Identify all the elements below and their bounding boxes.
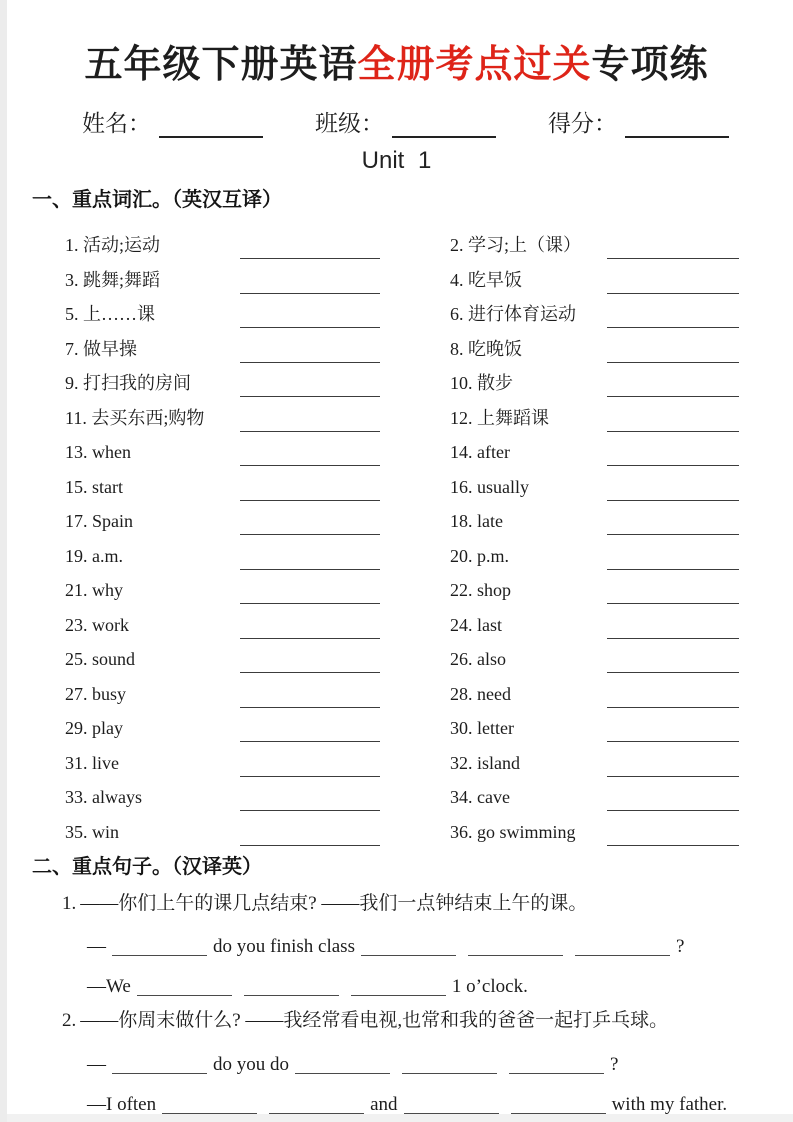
- answer-blank: [402, 1070, 497, 1074]
- vocab-cell: [450, 685, 763, 710]
- vocab-cell: [450, 719, 763, 744]
- vocab-row: [65, 296, 763, 331]
- answer-line: [87, 1095, 763, 1114]
- vocab-term: 34. cave: [450, 787, 510, 808]
- vocab-cell: [65, 788, 450, 813]
- vocab-answer-blank: [240, 427, 380, 432]
- vocab-cell: [65, 685, 450, 710]
- answer-text: with my father.: [611, 1093, 728, 1115]
- vocab-cell: [65, 305, 450, 330]
- vocab-answer-blank: [240, 358, 380, 363]
- vocab-term: 9. 打扫我的房间: [65, 373, 191, 394]
- answer-text: —We: [87, 976, 131, 998]
- class-blank-line: [392, 130, 496, 138]
- vocab-row: [65, 503, 763, 538]
- vocab-row: [65, 434, 763, 469]
- vocab-answer-blank: [240, 565, 380, 570]
- answer-line: [87, 937, 763, 956]
- score-blank-line: [625, 130, 729, 138]
- vocab-term: 7. 做早操: [65, 338, 137, 359]
- vocab-cell: [450, 788, 763, 813]
- vocab-term: 2. 学习;上（课）: [450, 235, 582, 256]
- answer-blank: [404, 1110, 499, 1114]
- unit-title: Unit 1: [361, 146, 432, 174]
- sentence-questions: [30, 891, 763, 1114]
- vocab-term: 15. start: [65, 476, 123, 497]
- vocab-cell: [450, 823, 763, 848]
- answer-text: do you finish class: [213, 936, 355, 958]
- vocab-answer-blank: [607, 772, 739, 777]
- vocab-term: 19. a.m.: [65, 545, 123, 566]
- vocab-answer-blank: [240, 323, 380, 328]
- answer-blank: [112, 952, 207, 956]
- vocab-answer-blank: [240, 254, 380, 259]
- question-number: 1.: [62, 892, 77, 914]
- score-field-label: 得分：: [548, 110, 617, 136]
- vocab-row: [65, 779, 763, 814]
- answer-text: do you do: [213, 1053, 289, 1075]
- name-blank-line: [159, 130, 263, 138]
- vocab-cell: [450, 409, 763, 434]
- vocab-term: 22. shop: [450, 580, 512, 601]
- vocab-cell: [450, 374, 763, 399]
- vocab-term: 5. 上……课: [65, 304, 155, 325]
- vocab-term: 35. win: [65, 821, 119, 842]
- vocab-cell: [65, 340, 450, 365]
- vocab-term: 18. late: [450, 511, 503, 532]
- vocab-cell: [65, 754, 450, 779]
- vocab-term: 31. live: [65, 752, 119, 773]
- vocab-answer-blank: [607, 358, 739, 363]
- vocab-term: 30. letter: [450, 718, 514, 739]
- answer-line: [87, 977, 763, 996]
- vocab-answer-blank: [240, 772, 380, 777]
- vocab-term: 10. 散步: [450, 373, 513, 394]
- vocab-term: 16. usually: [450, 476, 529, 497]
- vocab-answer-blank: [607, 703, 739, 708]
- header-fields: [82, 105, 763, 138]
- vocab-answer-blank: [240, 806, 380, 811]
- vocab-cell: [450, 443, 763, 468]
- vocab-row: [65, 537, 763, 572]
- page-title: [30, 44, 763, 88]
- vocab-cell: [450, 478, 763, 503]
- answer-text: —I often: [87, 1093, 157, 1115]
- question-prompt-text: ——你们上午的课几点结束? ——我们一点钟结束上午的课。: [80, 892, 588, 914]
- vocab-row: [65, 572, 763, 607]
- vocab-cell: [65, 443, 450, 468]
- vocab-term: 20. p.m.: [450, 545, 510, 566]
- answer-blank: [269, 1110, 364, 1114]
- title-highlight: 全册考点过关: [357, 44, 592, 86]
- answer-line: [87, 1055, 763, 1074]
- vocab-term: 36. go swimming: [450, 821, 576, 842]
- vocab-answer-blank: [240, 703, 380, 708]
- vocab-term: 14. after: [450, 442, 510, 463]
- vocab-row: [65, 641, 763, 676]
- vocab-term: 8. 吃晚饭: [450, 338, 522, 359]
- vocab-cell: [65, 823, 450, 848]
- answer-blank: [575, 952, 670, 956]
- vocab-row: [65, 468, 763, 503]
- vocab-term: 11. 去买东西;购物: [65, 407, 205, 428]
- vocab-answer-blank: [607, 254, 739, 259]
- vocab-cell: [65, 271, 450, 296]
- vocab-answer-blank: [240, 289, 380, 294]
- vocab-cell: [450, 754, 763, 779]
- vocab-term: 33. always: [65, 787, 142, 808]
- answer-blank: [295, 1070, 390, 1074]
- vocab-term: 32. island: [450, 752, 520, 773]
- vocab-row: [65, 365, 763, 400]
- vocab-answer-blank: [607, 565, 739, 570]
- answer-text: ?: [610, 1053, 619, 1075]
- name-field-label: 姓名：: [82, 110, 151, 136]
- vocab-answer-blank: [240, 634, 380, 639]
- answer-text: ?: [675, 936, 685, 958]
- vocab-term: 4. 吃早饭: [450, 269, 522, 290]
- vocab-term: 26. also: [450, 649, 506, 670]
- vocab-cell: [65, 409, 450, 434]
- answer-text: and: [370, 1093, 398, 1115]
- vocab-cell: [450, 236, 763, 261]
- vocab-term: 21. why: [65, 580, 123, 601]
- vocab-cell: [450, 547, 763, 572]
- vocab-answer-blank: [607, 392, 739, 397]
- title-part-black-right: 专项练: [591, 44, 709, 86]
- vocab-answer-blank: [240, 496, 380, 501]
- vocab-answer-blank: [607, 427, 739, 432]
- question-prompt: [62, 891, 763, 917]
- answer-blank: [351, 992, 446, 996]
- vocab-row: [65, 606, 763, 641]
- vocab-answer-blank: [240, 599, 380, 604]
- vocab-answer-blank: [607, 461, 739, 466]
- vocab-term: 28. need: [450, 683, 511, 704]
- vocab-answer-blank: [607, 530, 739, 535]
- vocab-answer-blank: [240, 530, 380, 535]
- vocab-answer-blank: [607, 806, 739, 811]
- vocab-row: [65, 675, 763, 710]
- vocab-term: 17. Spain: [65, 511, 134, 532]
- vocab-answer-blank: [607, 323, 739, 328]
- vocab-row: [65, 710, 763, 745]
- vocab-answer-blank: [607, 599, 739, 604]
- vocab-term: 12. 上舞蹈课: [450, 407, 549, 428]
- vocab-answer-blank: [240, 668, 380, 673]
- vocab-cell: [450, 650, 763, 675]
- vocab-cell: [450, 581, 763, 606]
- vocab-answer-blank: [607, 668, 739, 673]
- vocab-cell: [450, 271, 763, 296]
- vocab-answer-blank: [240, 737, 380, 742]
- vocab-row: [65, 330, 763, 365]
- vocab-row: [65, 813, 763, 848]
- vocab-term: 13. when: [65, 442, 131, 463]
- vocab-answer-blank: [607, 289, 739, 294]
- vocab-cell: [65, 719, 450, 744]
- answer-blank: [509, 1070, 604, 1074]
- vocab-cell: [450, 512, 763, 537]
- vocab-answer-blank: [607, 496, 739, 501]
- vocab-term: 23. work: [65, 614, 129, 635]
- answer-text: —: [87, 936, 106, 958]
- vocab-term: 24. last: [450, 614, 502, 635]
- answer-text: —: [87, 1053, 106, 1075]
- vocab-cell: [450, 616, 763, 641]
- vocab-row: [65, 399, 763, 434]
- section2-heading: 二、重点句子。（汉译英）: [32, 855, 262, 878]
- class-field: [315, 105, 496, 138]
- question-number: 2.: [62, 1010, 77, 1032]
- vocab-answer-blank: [607, 634, 739, 639]
- name-field: [82, 105, 263, 138]
- answer-blank: [468, 952, 563, 956]
- vocab-term: 1. 活动;运动: [65, 235, 161, 256]
- vocab-cell: [65, 581, 450, 606]
- answer-blank: [137, 992, 232, 996]
- vocab-cell: [65, 236, 450, 261]
- vocab-term: 25. sound: [65, 649, 136, 670]
- vocab-cell: [65, 650, 450, 675]
- vocab-answer-blank: [240, 392, 380, 397]
- vocab-answer-blank: [607, 841, 739, 846]
- vocab-answer-blank: [607, 737, 739, 742]
- vocab-cell: [65, 616, 450, 641]
- vocab-row: [65, 261, 763, 296]
- answer-blank: [112, 1070, 207, 1074]
- answer-text: 1 o’clock.: [451, 976, 528, 998]
- vocab-answer-blank: [240, 461, 380, 466]
- answer-blank: [511, 1110, 606, 1114]
- score-field: [548, 105, 729, 138]
- vocab-cell: [450, 340, 763, 365]
- question-prompt-text: ——你周末做什么? ——我经常看电视,也常和我的爸爸一起打乒乓球。: [80, 1010, 669, 1032]
- vocab-term: 29. play: [65, 718, 123, 739]
- vocab-cell: [65, 478, 450, 503]
- vocab-list: [65, 227, 763, 848]
- answer-blank: [361, 952, 456, 956]
- question: [62, 1008, 763, 1114]
- vocab-cell: [450, 305, 763, 330]
- class-field-label: 班级：: [315, 110, 384, 136]
- question: [62, 891, 763, 997]
- vocab-answer-blank: [240, 841, 380, 846]
- title-part-black-left: 五年级下册英语: [84, 44, 358, 86]
- vocab-row: [65, 744, 763, 779]
- vocab-cell: [65, 374, 450, 399]
- vocab-cell: [65, 547, 450, 572]
- section1-heading: 一、重点词汇。（英汉互译）: [32, 188, 282, 211]
- vocab-term: 6. 进行体育运动: [450, 304, 576, 325]
- vocab-term: 3. 跳舞;舞蹈: [65, 269, 161, 290]
- answer-blank: [162, 1110, 257, 1114]
- vocab-term: 27. busy: [65, 683, 127, 704]
- answer-blank: [244, 992, 339, 996]
- vocab-cell: [65, 512, 450, 537]
- question-prompt: [62, 1008, 763, 1034]
- vocab-row: [65, 227, 763, 262]
